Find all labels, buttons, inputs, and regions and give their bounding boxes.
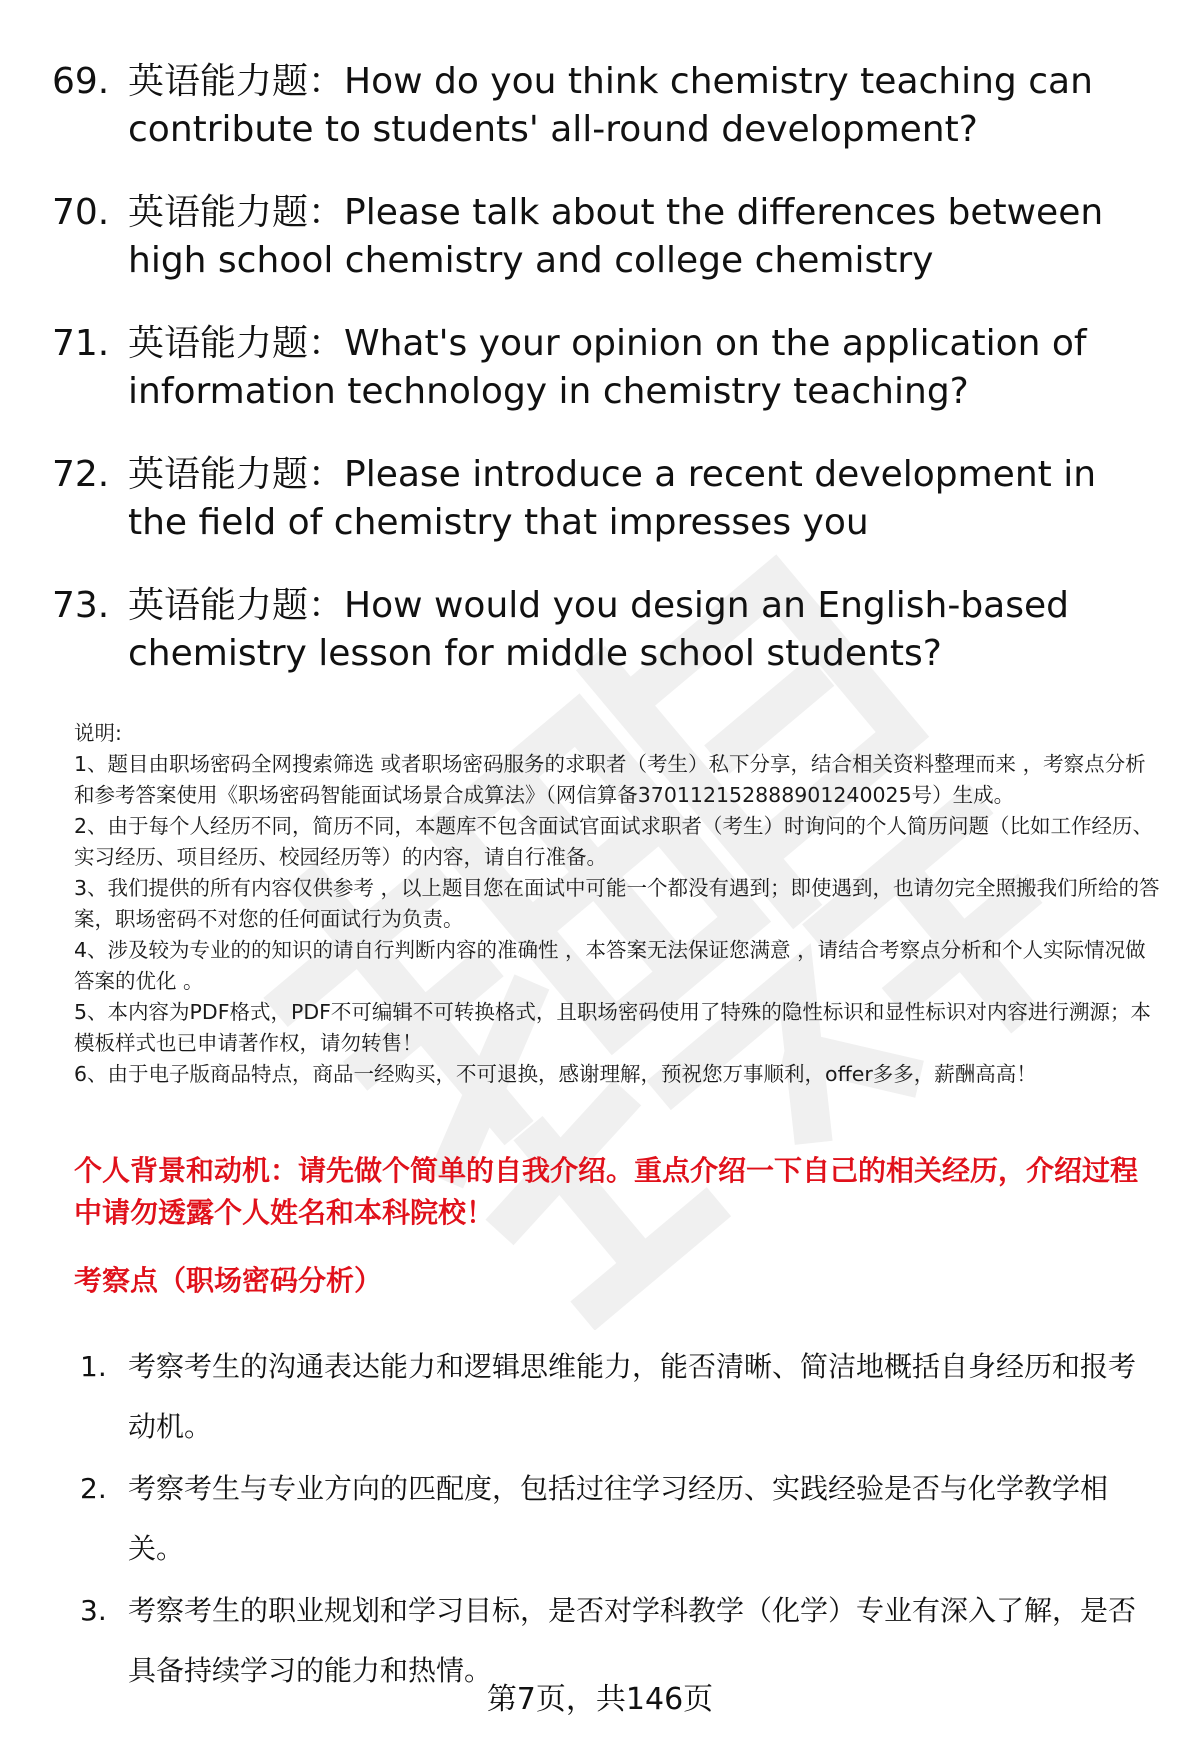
question-item — [52, 189, 1162, 285]
notes-item: 3、我们提供的所有内容仅供参考 ，以上题目您在面试中可能一个都没有遇到；即使遇到，也请勿完全照搬我们所给的答案，职场密码不对您的任何面试行为负责。 — [74, 876, 1160, 931]
notes-item: 1、题目由职场密码全网搜索筛选 或者职场密码服务的求职者（考生）私下分享，结合相关资料整理而来 ，考察点分析和参考答案使用《职场密码智能面试场景合成算法》（网信算备370112152888901240025号）生成。 — [74, 752, 1146, 807]
point-number: 1. — [80, 1350, 107, 1383]
point-number: 3. — [80, 1594, 107, 1627]
notes-item: 4、涉及较为专业的的知识的请自行判断内容的准确性 ，本答案无法保证您满意 ，请结合考察点分析和个人实际情况做答案的优化 。 — [74, 938, 1146, 993]
analysis-point — [80, 1337, 1160, 1457]
question-number: 69. — [52, 61, 110, 102]
question-number: 73. — [52, 585, 110, 626]
notes-section — [74, 718, 1164, 1090]
point-text: 考察考生的职业规划和学习目标，是否对学科教学（化学）专业有深入了解，是否具备持续学习的能力和热情。 — [128, 1594, 1137, 1687]
question-item — [52, 451, 1162, 547]
point-text: 考察考生与专业方向的匹配度，包括过往学习经历、实践经验是否与化学教学相关。 — [128, 1472, 1109, 1565]
notes-item: 5、本内容为PDF格式，PDF不可编辑不可转换格式，且职场密码使用了特殊的隐性标识和显性标识对内容进行溯源；本模板样式也已申请著作权，请勿转售！ — [74, 1000, 1151, 1055]
notes-title: 说明: — [74, 721, 122, 745]
page-footer: 第7页，共146页 — [486, 1682, 714, 1717]
question-number: 71. — [52, 323, 110, 364]
analysis-heading: 考察点（职场密码分析） — [74, 1264, 383, 1297]
background-question-heading: 个人背景和动机：请先做个简单的自我介绍。重点介绍一下自己的相关经历，介绍过程中请勿透露个人姓名和本科院校！ — [74, 1154, 1139, 1229]
question-item — [52, 320, 1162, 416]
point-number: 2. — [80, 1472, 107, 1505]
question-list — [52, 58, 1162, 713]
question-text: 英语能力题：Please introduce a recent development in the field of chemistry that impresses you — [128, 454, 1097, 543]
analysis-points-list — [80, 1337, 1160, 1703]
question-text: 英语能力题：How do you think chemistry teaching can contribute to students' all-round development? — [128, 61, 1093, 150]
point-text: 考察考生的沟通表达能力和逻辑思维能力，能否清晰、简洁地概括自身经历和报考动机。 — [128, 1350, 1137, 1443]
question-text: 英语能力题：How would you design an English-based chemistry lesson for middle school students? — [128, 585, 1069, 674]
question-item — [52, 58, 1162, 154]
question-number: 72. — [52, 454, 110, 495]
question-text: 英语能力题：What's your opinion on the application of information technology in chemistry teaching? — [128, 323, 1087, 412]
analysis-point — [80, 1459, 1160, 1579]
notes-item: 6、由于电子版商品特点，商品一经购买，不可退换，感谢理解，预祝您万事顺利，offer多多，薪酬高高！ — [74, 1062, 1037, 1086]
question-number: 70. — [52, 192, 110, 233]
notes-item: 2、由于每个人经历不同，简历不同，本题库不包含面试官面试求职者（考生）时询问的个人简历问题（比如工作经历、实习经历、项目经历、校园经历等）的内容，请自行准备。 — [74, 814, 1154, 869]
question-text: 英语能力题：Please talk about the differences between high school chemistry and college chemistry — [128, 192, 1104, 281]
question-item — [52, 582, 1162, 678]
